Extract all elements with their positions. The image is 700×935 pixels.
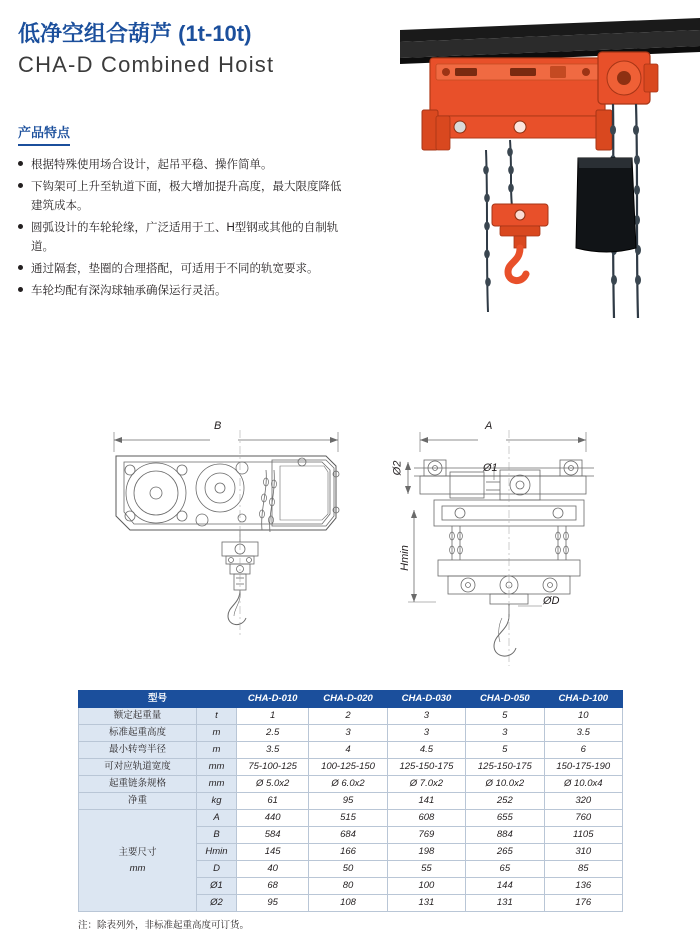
cell-value: 125-150-175 bbox=[466, 759, 544, 776]
cell-value: 65 bbox=[466, 861, 544, 878]
page-header bbox=[18, 22, 418, 78]
cell-value: 3 bbox=[309, 725, 387, 742]
row-unit: mm bbox=[197, 759, 237, 776]
col-header-model: 型号 bbox=[79, 691, 237, 708]
row-label: 额定起重量 bbox=[79, 708, 197, 725]
cell-value: 3 bbox=[466, 725, 544, 742]
features-list bbox=[18, 156, 348, 301]
cell-value: 150-175-190 bbox=[544, 759, 622, 776]
features-heading: 产品特点 bbox=[18, 122, 70, 146]
bullet-icon bbox=[18, 161, 23, 166]
cell-value: 144 bbox=[466, 878, 544, 895]
row-label: 标准起重高度 bbox=[79, 725, 197, 742]
row-unit: kg bbox=[197, 793, 237, 810]
table-row bbox=[79, 725, 623, 742]
row-unit: D bbox=[197, 861, 237, 878]
bullet-icon bbox=[18, 287, 23, 292]
cell-value: 3 bbox=[387, 725, 465, 742]
cell-value: 884 bbox=[466, 827, 544, 844]
cell-value: 265 bbox=[466, 844, 544, 861]
hoist-illustration bbox=[400, 0, 700, 345]
feature-text: 根据特殊使用场合设计，起吊平稳、操作简单。 bbox=[31, 159, 273, 171]
cell-value: 85 bbox=[544, 861, 622, 878]
cell-value: 125-150-175 bbox=[387, 759, 465, 776]
cell-value: 684 bbox=[309, 827, 387, 844]
row-unit: t bbox=[197, 708, 237, 725]
feature-text: 通过隔套，垫圈的合理搭配，可适用于不同的轨宽要求。 bbox=[31, 262, 319, 275]
list-item bbox=[18, 156, 348, 175]
cell-value: 10 bbox=[544, 708, 622, 725]
cell-value: 769 bbox=[387, 827, 465, 844]
cell-value: 75-100-125 bbox=[237, 759, 309, 776]
col-header-cha-d-050: CHA-D-050 bbox=[466, 691, 544, 708]
row-group-label-text: 主要尺寸 bbox=[118, 846, 157, 858]
cell-value: 100-125-150 bbox=[309, 759, 387, 776]
row-label: 可对应轨道宽度 bbox=[79, 759, 197, 776]
technical-drawings bbox=[0, 400, 700, 670]
cell-value: 95 bbox=[237, 895, 309, 912]
cell-value: 50 bbox=[309, 861, 387, 878]
cell-value: Ø 5.0x2 bbox=[237, 776, 309, 793]
cell-value: 4.5 bbox=[387, 742, 465, 759]
cell-value: 80 bbox=[309, 878, 387, 895]
cell-value: 3 bbox=[387, 708, 465, 725]
row-unit: Hmin bbox=[197, 844, 237, 861]
cell-value: 176 bbox=[544, 895, 622, 912]
cell-value: 252 bbox=[466, 793, 544, 810]
cell-value: 6 bbox=[544, 742, 622, 759]
cell-value: 3.5 bbox=[237, 742, 309, 759]
col-header-cha-d-010: CHA-D-010 bbox=[237, 691, 309, 708]
cell-value: 440 bbox=[237, 810, 309, 827]
page-title-cn: 低净空组合葫芦 (1t-10t) bbox=[18, 21, 252, 46]
row-group-label-unit: mm bbox=[129, 862, 146, 874]
bullet-icon bbox=[18, 183, 23, 188]
cell-value: Ø 10.0x4 bbox=[544, 776, 622, 793]
cell-value: 68 bbox=[237, 878, 309, 895]
feature-text: 圆弧设计的车轮轮缘，广泛适用于工、H型钢或其他的自制轨道。 bbox=[31, 221, 339, 253]
list-item bbox=[18, 178, 348, 216]
drawing-front-view bbox=[390, 410, 660, 680]
row-group-label bbox=[79, 810, 197, 912]
cell-value: 145 bbox=[237, 844, 309, 861]
cell-value: 584 bbox=[237, 827, 309, 844]
cell-value: 2.5 bbox=[237, 725, 309, 742]
dimension-label-phi1: Ø1 bbox=[483, 462, 498, 474]
product-photo bbox=[400, 0, 700, 345]
table-note: 注：除表列外，非标准起重高度可订货。 bbox=[78, 920, 250, 931]
list-item bbox=[18, 260, 348, 279]
cell-value: Ø 6.0x2 bbox=[309, 776, 387, 793]
dimension-label-b: B bbox=[214, 420, 222, 432]
cell-value: Ø 7.0x2 bbox=[387, 776, 465, 793]
cell-value: 655 bbox=[466, 810, 544, 827]
row-unit: Ø2 bbox=[197, 895, 237, 912]
table-row bbox=[79, 793, 623, 810]
row-unit: B bbox=[197, 827, 237, 844]
cell-value: 166 bbox=[309, 844, 387, 861]
row-label: 净重 bbox=[79, 793, 197, 810]
table-row bbox=[79, 708, 623, 725]
dimension-label-a: A bbox=[485, 420, 493, 432]
col-header-cha-d-020: CHA-D-020 bbox=[309, 691, 387, 708]
list-item bbox=[18, 219, 348, 257]
cell-value: 310 bbox=[544, 844, 622, 861]
cell-value: 760 bbox=[544, 810, 622, 827]
table-row bbox=[79, 776, 623, 793]
page-title-en: CHA-D Combined Hoist bbox=[18, 52, 275, 78]
cell-value: 131 bbox=[387, 895, 465, 912]
cell-value: 4 bbox=[309, 742, 387, 759]
cell-value: 100 bbox=[387, 878, 465, 895]
cell-value: 55 bbox=[387, 861, 465, 878]
spec-table-section bbox=[78, 690, 623, 931]
cell-value: 108 bbox=[309, 895, 387, 912]
cell-value: 1105 bbox=[544, 827, 622, 844]
cell-value: 136 bbox=[544, 878, 622, 895]
row-unit: mm bbox=[197, 776, 237, 793]
row-unit: A bbox=[197, 810, 237, 827]
cell-value: Ø 10.0x2 bbox=[466, 776, 544, 793]
table-row bbox=[79, 759, 623, 776]
dimension-label-hmin: Hmin bbox=[398, 545, 411, 571]
spec-table bbox=[78, 690, 623, 912]
cell-value: 131 bbox=[466, 895, 544, 912]
row-unit: Ø1 bbox=[197, 878, 237, 895]
cell-value: 5 bbox=[466, 708, 544, 725]
row-label: 最小转弯半径 bbox=[79, 742, 197, 759]
feature-text: 下钩架可上升至轨道下面，极大增加提升高度，最大限度降低建筑成本。 bbox=[31, 180, 342, 212]
cell-value: 515 bbox=[309, 810, 387, 827]
cell-value: 61 bbox=[237, 793, 309, 810]
cell-value: 198 bbox=[387, 844, 465, 861]
table-row bbox=[79, 810, 623, 827]
table-header-row bbox=[79, 691, 623, 708]
drawing-side-view bbox=[90, 410, 430, 680]
cell-value: 5 bbox=[466, 742, 544, 759]
col-header-cha-d-030: CHA-D-030 bbox=[387, 691, 465, 708]
features-section bbox=[18, 122, 348, 304]
row-unit: m bbox=[197, 725, 237, 742]
cell-value: 95 bbox=[309, 793, 387, 810]
cell-value: 40 bbox=[237, 861, 309, 878]
row-unit: m bbox=[197, 742, 237, 759]
col-header-cha-d-100: CHA-D-100 bbox=[544, 691, 622, 708]
cell-value: 2 bbox=[309, 708, 387, 725]
table-row bbox=[79, 742, 623, 759]
dimension-label-phid: ØD bbox=[543, 595, 560, 607]
cell-value: 1 bbox=[237, 708, 309, 725]
cell-value: 141 bbox=[387, 793, 465, 810]
cell-value: 3.5 bbox=[544, 725, 622, 742]
dimension-label-phi2: Ø2 bbox=[391, 460, 404, 476]
row-label: 起重链条规格 bbox=[79, 776, 197, 793]
cell-value: 320 bbox=[544, 793, 622, 810]
cell-value: 608 bbox=[387, 810, 465, 827]
bullet-icon bbox=[18, 265, 23, 270]
list-item bbox=[18, 282, 348, 301]
feature-text: 车轮均配有深沟球轴承确保运行灵活。 bbox=[31, 284, 227, 297]
bullet-icon bbox=[18, 224, 23, 229]
